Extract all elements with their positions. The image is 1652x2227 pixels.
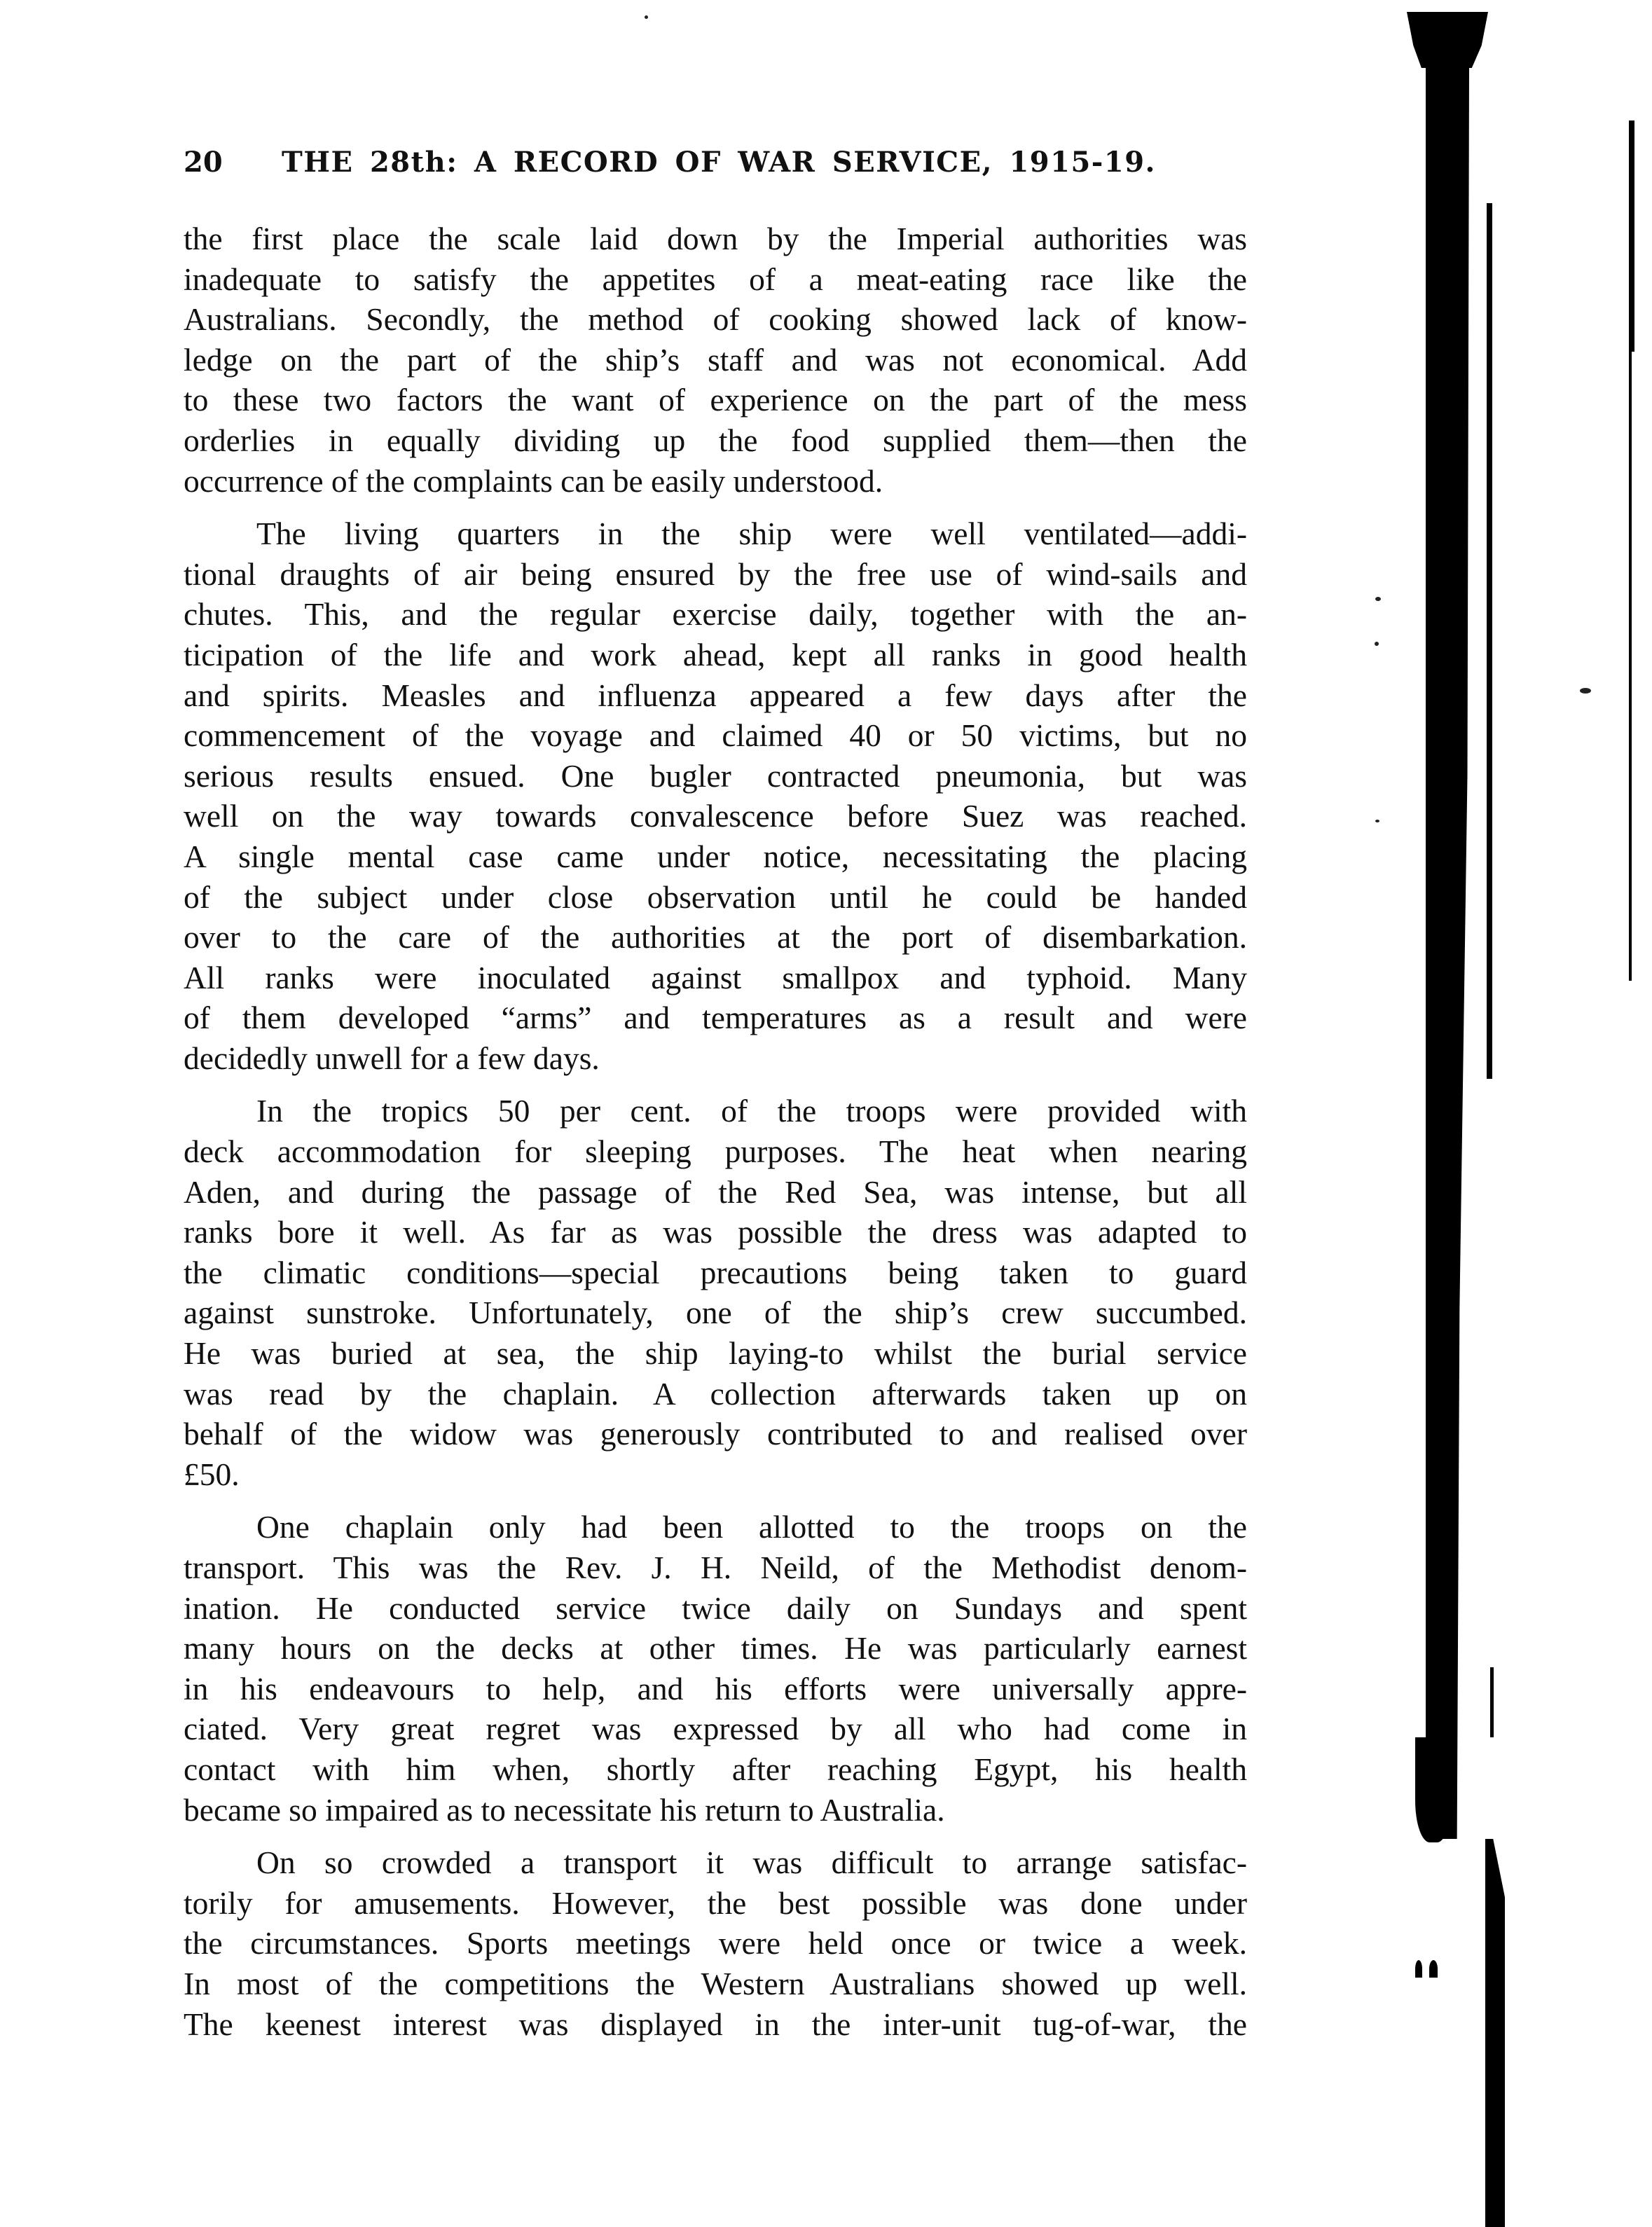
text-line: One chaplain only had been allotted to the troops on the: [256, 1509, 1247, 1545]
text-line: tional draughts of air being ensured by the free use of wind-sails and: [184, 556, 1247, 592]
text-line: the climatic conditions—special precautions being taken to guard: [184, 1254, 1247, 1290]
paragraph-2: [184, 513, 1247, 1078]
binding-shadow-bottom-stub-2: [1429, 1960, 1438, 1978]
text-line: Aden, and during the passage of the Red Sea, was intense, but all: [184, 1173, 1247, 1210]
text-line: many hours on the decks at other times. He was particularly earnest: [184, 1630, 1247, 1667]
text-line: over to the care of the authorities at the port of disembarkation.: [184, 919, 1247, 956]
text-line: In most of the competitions the Western Australians showed up well.: [184, 1965, 1247, 2001]
text-line: ination. He conducted service twice daily on Sundays and spent: [184, 1590, 1247, 1626]
running-title: THE 28th: A RECORD OF WAR SERVICE, 1915-19.: [282, 145, 1156, 179]
text-line: against sunstroke. Unfortunately, one of the ship’s crew succumbed.: [184, 1295, 1247, 1331]
page-edge-line-lower: [1629, 350, 1632, 981]
paragraph-1: [184, 219, 1247, 501]
gutter-line-inner-lower: [1490, 1667, 1494, 1737]
binding-shadow-bottom-stub-1: [1415, 1960, 1422, 1978]
paragraph-5: [184, 1842, 1247, 2044]
text-line: Australians. Secondly, the method of cooking showed lack of know-: [184, 301, 1247, 338]
text-line: of the subject under close observation until he could be handed: [184, 878, 1247, 915]
text-line: All ranks were inoculated against smallpox and typhoid. Many: [184, 959, 1247, 995]
text-line: ticipation of the life and work ahead, kept all ranks in good health: [184, 636, 1247, 673]
text-line: the circumstances. Sports meetings were held once or twice a week.: [184, 1925, 1247, 1961]
text-line: deck accommodation for sleeping purposes. The heat when nearing: [184, 1133, 1247, 1170]
text-line: became so impaired as to necessitate his return to Australia.: [184, 1791, 945, 1828]
scan-speck: [1375, 642, 1379, 646]
paragraph-4: [184, 1507, 1247, 1830]
text-line: He was buried at sea, the ship laying-to whilst the burial service: [184, 1335, 1247, 1372]
text-line: to these two factors the want of experience on the part of the mess: [184, 382, 1247, 418]
text-line: orderlies in equally dividing up the food supplied them—then the: [184, 422, 1247, 458]
text-line: ranks bore it well. As far as was possible the dress was adapted to: [184, 1214, 1247, 1250]
binding-shadow-top: [1407, 12, 1488, 68]
text-line: The keenest interest was displayed in the inter-unit tug-of-war, the: [184, 2006, 1247, 2042]
page-number: 20: [184, 145, 223, 179]
text-line: ledge on the part of the ship’s staff and was not economical. Add: [184, 341, 1247, 378]
text-line: of them developed “arms” and temperatures as a result and were: [184, 1000, 1247, 1036]
running-header: [184, 137, 1262, 186]
text-line: ciated. Very great regret was expressed by all who had come in: [184, 1711, 1247, 1747]
scan-speck: [1580, 688, 1591, 694]
binding-shadow-bottom: [1485, 1839, 1505, 2227]
text-line: In the tropics 50 per cent. of the troops were provided with: [256, 1093, 1247, 1129]
paragraph-3: [184, 1091, 1247, 1494]
text-line: in his endeavours to help, and his efforts were universally appre-: [184, 1670, 1247, 1707]
text-line: behalf of the widow was generously contributed to and realised over: [184, 1416, 1247, 1452]
text-line: chutes. This, and the regular exercise daily, together with the an-: [184, 596, 1247, 633]
gutter-line-inner: [1487, 203, 1492, 1079]
text-line: occurrence of the complaints can be easily understood.: [184, 462, 883, 499]
text-line: serious results ensued. One bugler contracted pneumonia, but was: [184, 757, 1247, 794]
text-line: On so crowded a transport it was difficult to arrange satisfac-: [256, 1845, 1247, 1881]
body-text: [184, 219, 1247, 2044]
text-line: torily for amusements. However, the best possible was done under: [184, 1884, 1247, 1921]
text-line: well on the way towards convalescence before Suez was reached.: [184, 798, 1247, 834]
text-line: contact with him when, shortly after reaching Egypt, his health: [184, 1751, 1247, 1787]
text-line: the first place the scale laid down by the Imperial authorities was: [184, 221, 1247, 256]
text-line: decidedly unwell for a few days.: [184, 1040, 600, 1076]
scan-speck: [645, 15, 648, 19]
text-line: commencement of the voyage and claimed 40 or 50 victims, but no: [184, 717, 1247, 754]
scan-speck: [1375, 597, 1381, 601]
text-line: and spirits. Measles and influenza appeared a few days after the: [184, 677, 1247, 713]
binding-shadow-lower: [1415, 1737, 1452, 1842]
text-line: A single mental case came under notice, necessitating the placing: [184, 838, 1247, 874]
text-line: transport. This was the Rev. J. H. Neild, of the Methodist denom-: [184, 1550, 1247, 1585]
page-edge-line: [1629, 120, 1634, 352]
scan-speck: [1375, 820, 1379, 822]
text-line: was read by the chaplain. A collection afterwards taken up on: [184, 1375, 1247, 1412]
binding-shadow-main: [1426, 67, 1469, 1839]
text-line: £50.: [184, 1456, 240, 1492]
text-line: The living quarters in the ship were well ventilated—addi-: [256, 516, 1247, 552]
text-line: inadequate to satisfy the appetites of a meat-eating race like the: [184, 261, 1247, 297]
